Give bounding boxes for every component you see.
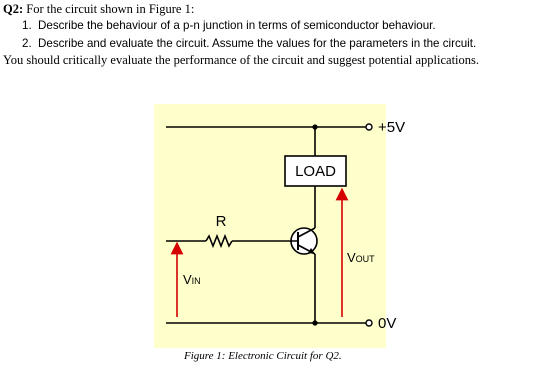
question-paragraph: You should critically evaluate the performance of the circuit and suggest potential applications. [3, 53, 480, 67]
figure-background [154, 104, 386, 348]
load-label: LOAD [295, 163, 336, 180]
supply-terminal [366, 124, 372, 130]
ground-terminal [366, 320, 372, 326]
item-number: 1. [22, 19, 32, 32]
item-text: Describe the behaviour of a p-n junction in terms of semiconductor behaviour. [38, 19, 436, 32]
vout-label-sub: OUT [355, 254, 375, 264]
vin-label-main: V [183, 272, 192, 287]
vin-label-sub: IN [191, 276, 201, 286]
ground-label: 0V [378, 315, 397, 332]
question-text: For the circuit shown in Figure 1: [26, 2, 195, 16]
resistor-label: R [215, 213, 227, 230]
figure-caption: Figure 1: Electronic Circuit for Q2. [184, 350, 342, 362]
vout-label-main: V [347, 250, 356, 265]
item-number: 2. [22, 37, 32, 50]
question-label: Q2: [3, 2, 24, 16]
supply-label: +5V [378, 119, 406, 136]
item-text: Describe and evaluate the circuit. Assume the values for the parameters in the circuit. [38, 37, 477, 50]
